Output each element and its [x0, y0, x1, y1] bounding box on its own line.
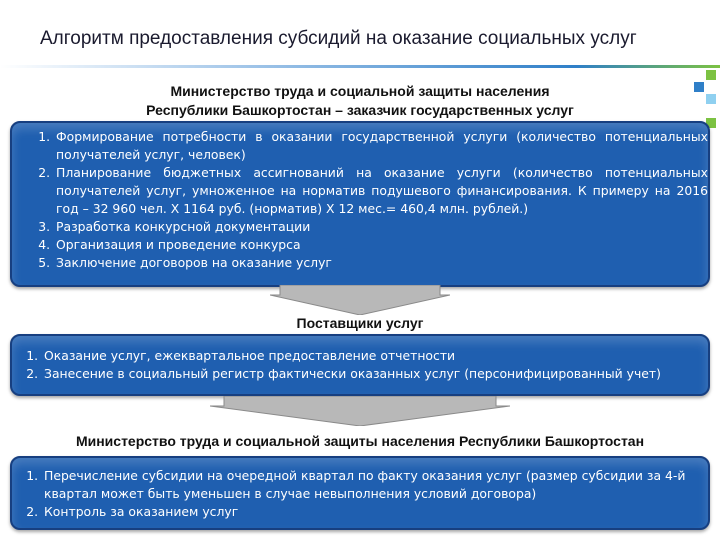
providers-item-2: 2. Занесение в социальный регистр фактически оказанных услуг (персонифицированный учет) [42, 365, 708, 383]
providers-header: Поставщики услуг [296, 315, 424, 331]
providers-list [12, 347, 708, 383]
customer-step-3: 3. Разработка конкурсной документации [54, 218, 708, 236]
customer-step-1: 1. Формирование потребности в оказании государственной услуги (количество потенциальных получателей услуг, человек) [54, 128, 708, 164]
down-arrow-1 [270, 285, 450, 315]
ministry-item-1: 1. Перечисление субсидии на очередной квартал по факту оказания услуг (размер субсидии за 4-й квартал может быть уменьшен в случае невыполнения условий договора) [42, 467, 708, 503]
title-divider [0, 64, 720, 70]
ministry-panel [10, 456, 710, 530]
customer-header [10, 82, 710, 120]
customer-header-line2: Республики Башкортостан – заказчик государственных услуг [146, 102, 574, 118]
customer-header-line1: Министерство труда и социальной защиты населения [170, 83, 550, 99]
customer-steps-list [12, 128, 708, 272]
page-title: Алгоритм предоставления субсидий на оказание социальных услуг [40, 28, 637, 49]
ministry-item-2: 2. Контроль за оказанием услуг [42, 503, 708, 521]
customer-step-2: 2. Планирование бюджетных ассигнований на оказание услуги (количество потенциальных получателей услуг, умноженное на норматив подушевого финансирования. К примеру на 2016 год – 32 960 чел. Х 1164 руб. (норматив) Х 12 мес.= 460,4 млн. рублей.) [54, 164, 708, 218]
customer-steps-panel [10, 121, 710, 287]
down-arrow-2 [210, 396, 510, 426]
ministry-header: Министерство труда и социальной защиты населения Республики Башкортостан [75, 433, 645, 449]
customer-step-4: 4. Организация и проведение конкурса [54, 236, 708, 254]
customer-step-5: 5. Заключение договоров на оказание услуг [54, 254, 708, 272]
providers-panel [10, 334, 710, 396]
providers-item-1: 1. Оказание услуг, ежеквартальное предоставление отчетности [42, 347, 708, 365]
ministry-list [12, 467, 708, 521]
